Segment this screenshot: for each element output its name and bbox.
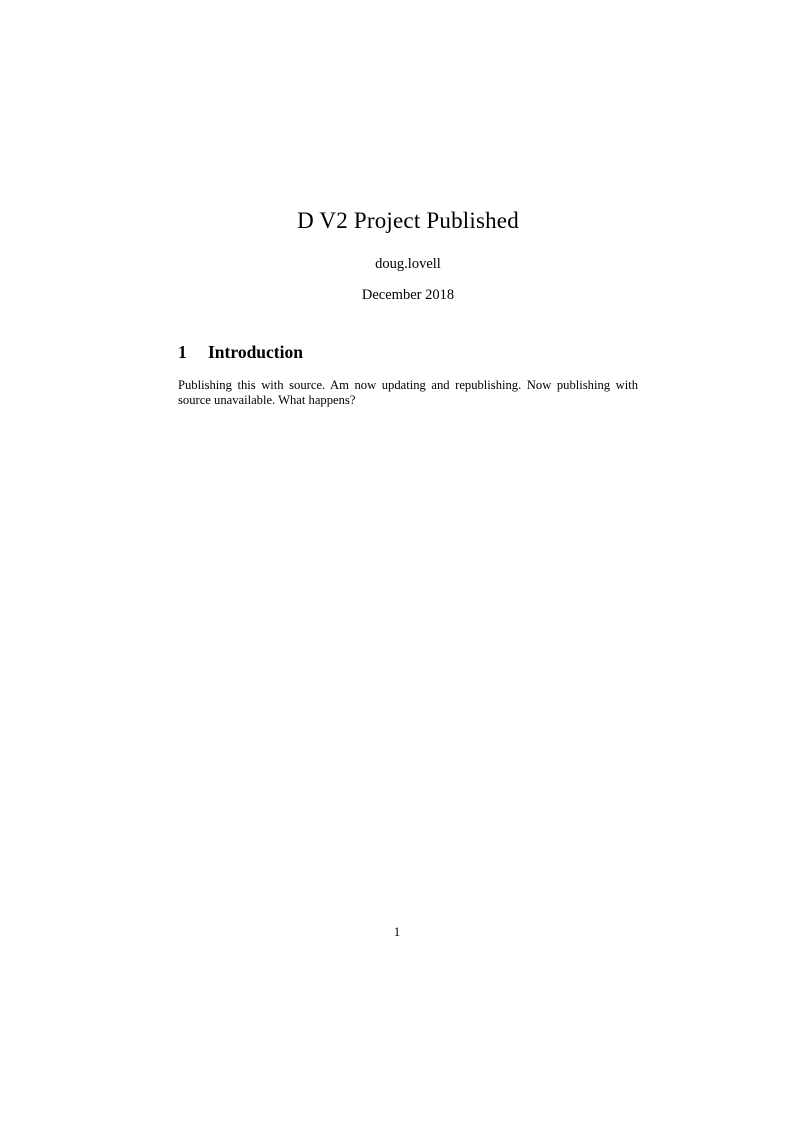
page-content bbox=[178, 0, 638, 409]
section-title: Introduction bbox=[208, 342, 303, 362]
document-author: doug.lovell bbox=[375, 256, 441, 272]
section-heading-introduction bbox=[178, 304, 638, 363]
document-date: December 2018 bbox=[361, 287, 455, 303]
section-paragraph: Publishing this with source. Am now updating and republishing. Now publishing with source unavailable. What happens? bbox=[178, 378, 638, 408]
document-title: D V2 Project Published bbox=[297, 208, 519, 233]
section-number: 1 bbox=[178, 342, 187, 362]
page-number: 1 bbox=[393, 925, 401, 939]
